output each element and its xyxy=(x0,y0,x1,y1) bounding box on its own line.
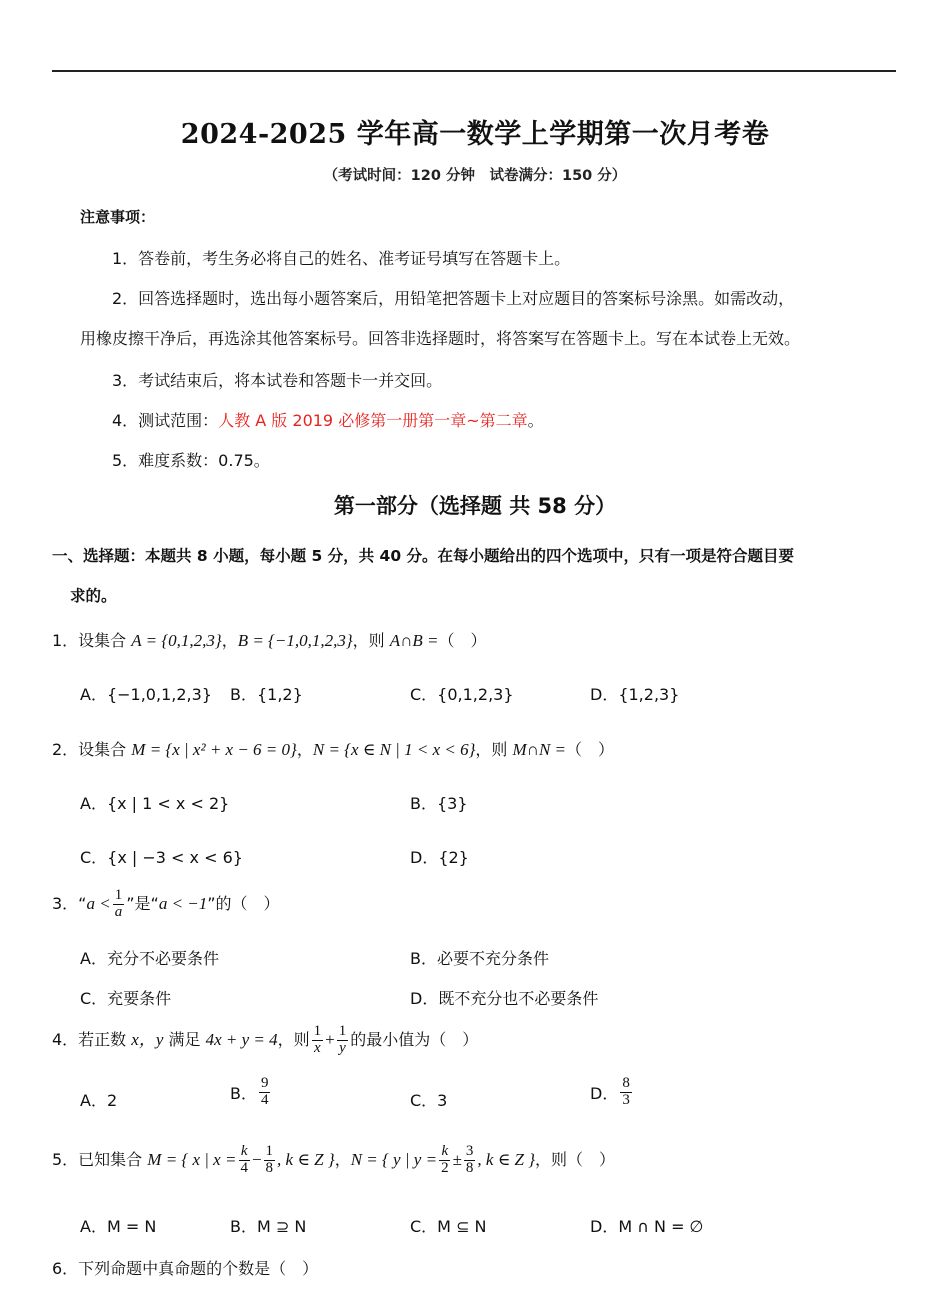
q5-m-minus: − xyxy=(251,1149,262,1169)
exam-title: 2024-2025 学年高一数学上学期第一次月考卷 xyxy=(180,119,770,150)
q1-option-b[interactable]: B．{1,2} xyxy=(230,685,303,704)
notice-heading: 注意事项： xyxy=(80,208,156,226)
q1-option-c[interactable]: C．{0,1,2,3} xyxy=(410,685,514,704)
q2-expr: M∩N = xyxy=(512,740,566,759)
q2-option-a[interactable]: A．{x | 1 < x < 2} xyxy=(80,794,230,813)
q4-option-b[interactable] xyxy=(230,1076,272,1109)
q5-m-f2-num: 1 xyxy=(265,1143,274,1159)
q3-tail: ”的（ ） xyxy=(207,893,280,913)
q5-set-m-head: M = { x | x = xyxy=(147,1149,237,1169)
q5-tail: ，则（ ） xyxy=(535,1149,616,1169)
q4-option-d-den: 3 xyxy=(622,1091,630,1108)
q4-option-a[interactable]: A．2 xyxy=(80,1091,118,1110)
q3-option-b[interactable]: B．必要不充分条件 xyxy=(410,949,549,968)
q5-option-c[interactable]: C．M ⊆ N xyxy=(410,1217,487,1236)
section-title: 第一部分（选择题 共 58 分） xyxy=(333,494,617,518)
q4-tail: 的最小值为（ ） xyxy=(350,1029,479,1049)
q3-option-d[interactable]: D．既不充分也不必要条件 xyxy=(410,989,599,1008)
question-4 xyxy=(52,1024,478,1057)
q3-lhs: a < xyxy=(86,893,111,913)
q4-option-b-fraction xyxy=(259,1076,271,1109)
part-heading-line1: 一、选择题：本题共 8 小题，每小题 5 分，共 40 分。在每小题给出的四个选项中，只有一项是符合题目要 xyxy=(52,547,795,565)
q4-mid2: ，则 xyxy=(277,1029,310,1049)
notice-item-2-cont: 用橡皮擦干净后，再选涂其他答案标号。回答非选择题时，将答案写在答题卡上。写在本试卷上无效。 xyxy=(80,329,801,348)
q4-f2-num: 1 xyxy=(338,1023,347,1039)
q5-m-fraction-2 xyxy=(264,1144,276,1177)
q5-m-f2-den: 8 xyxy=(265,1159,274,1176)
q2-option-b[interactable]: B．{3} xyxy=(410,794,468,813)
q2-mid: ，则 xyxy=(475,740,513,759)
q5-m-f1-num: k xyxy=(240,1143,248,1159)
q1-expr: A∩B = xyxy=(389,631,439,650)
notice-item-5: 5．难度系数：0.75。 xyxy=(112,451,270,470)
notice-item-4 xyxy=(112,408,544,431)
q4-option-b-den: 4 xyxy=(260,1091,269,1108)
q4-option-d-fraction xyxy=(620,1076,632,1109)
q5-sep: ， xyxy=(334,1149,351,1169)
q5-n-f2-den: 8 xyxy=(465,1159,474,1176)
q5-m-tail: , k ∈ Z } xyxy=(277,1149,335,1169)
q4-option-c[interactable]: C．3 xyxy=(410,1091,448,1110)
q2-set-n: N = {x ∈ N | 1 < x < 6} xyxy=(312,740,476,759)
q1-set-b: B = {−1,0,1,2,3} xyxy=(237,631,353,650)
q3-fraction xyxy=(113,888,125,921)
q1-option-a[interactable]: A．{−1,0,1,2,3} xyxy=(80,685,212,704)
q1-prefix: 1．设集合 xyxy=(52,631,132,650)
q5-m-f1-den: 4 xyxy=(240,1159,248,1176)
q3-frac-num: 1 xyxy=(114,887,123,903)
q5-n-f2-num: 3 xyxy=(465,1143,474,1159)
q4-fraction-2 xyxy=(337,1024,349,1057)
q4-vars: x，y xyxy=(131,1029,164,1049)
part-heading-line2: 求的。 xyxy=(70,587,117,605)
question-3 xyxy=(52,888,280,921)
q5-option-a[interactable]: A．M = N xyxy=(80,1217,157,1236)
q4-prefix: 4．若正数 xyxy=(52,1029,132,1049)
q4-option-d-label: D． xyxy=(590,1083,619,1103)
q5-m-fraction-1 xyxy=(238,1144,250,1177)
q1-option-d[interactable]: D．{1,2,3} xyxy=(590,685,680,704)
q5-set-n-head: N = { y | y = xyxy=(350,1149,438,1169)
q1-tail: （ ） xyxy=(438,631,487,650)
q4-plus: + xyxy=(325,1029,335,1049)
notice-item-4-suffix: 。 xyxy=(527,411,544,430)
q4-mid1: 满足 xyxy=(163,1029,206,1049)
q2-prefix: 2．设集合 xyxy=(52,740,132,759)
q4-f1-num: 1 xyxy=(313,1023,322,1039)
q5-option-b[interactable]: B．M ⊇ N xyxy=(230,1217,307,1236)
q5-n-tail: , k ∈ Z } xyxy=(477,1149,536,1169)
q3-frac-den: a xyxy=(114,903,123,920)
q2-option-c[interactable]: C．{x | −3 < x < 6} xyxy=(80,848,243,867)
q4-option-b-num: 9 xyxy=(260,1075,269,1091)
q1-sep: ， xyxy=(221,631,238,650)
notice-item-4-prefix: 4．测试范围： xyxy=(112,411,219,430)
q3-mid: ”是“ xyxy=(126,893,159,913)
q3-option-a[interactable]: A．充分不必要条件 xyxy=(80,949,219,968)
question-1 xyxy=(52,628,487,651)
q2-tail: （ ） xyxy=(566,740,615,759)
notice-item-1: 1．答卷前，考生务必将自己的姓名、准考证号填写在答题卡上。 xyxy=(112,249,571,268)
q3-rhs: a < −1 xyxy=(158,893,208,913)
q3-prefix: 3．“ xyxy=(52,893,87,913)
q3-option-c[interactable]: C．充要条件 xyxy=(80,989,172,1008)
q5-n-fraction-1 xyxy=(439,1144,451,1177)
q1-set-a: A = {0,1,2,3} xyxy=(131,631,222,650)
notice-item-3: 3．考试结束后，将本试卷和答题卡一并交回。 xyxy=(112,371,443,390)
question-6: 6．下列命题中真命题的个数是（ ） xyxy=(52,1259,319,1278)
q4-condition: 4x + y = 4 xyxy=(205,1029,278,1049)
q5-prefix: 5．已知集合 xyxy=(52,1149,148,1169)
q4-option-d[interactable] xyxy=(590,1076,634,1109)
q5-n-pm: ± xyxy=(452,1149,462,1169)
question-2 xyxy=(52,737,614,760)
notice-item-2: 2．回答选择题时，选出每小题答案后，用铅笔把答题卡上对应题目的答案标号涂黑。如需改动， xyxy=(112,289,795,308)
q4-option-b-label: B． xyxy=(230,1083,257,1103)
q2-set-m: M = {x | x² + x − 6 = 0} xyxy=(131,740,297,759)
q4-f1-den: x xyxy=(314,1039,321,1056)
test-range: 人教 A 版 2019 必修第一册第一章~第二章 xyxy=(218,411,528,430)
q5-option-d[interactable]: D．M ∩ N = ∅ xyxy=(590,1217,704,1236)
q5-n-f1-den: 2 xyxy=(441,1159,449,1176)
q4-f2-den: y xyxy=(339,1039,346,1056)
q4-fraction-1 xyxy=(312,1024,324,1057)
q4-option-d-num: 8 xyxy=(622,1075,630,1091)
q2-sep: ， xyxy=(296,740,313,759)
header-rule xyxy=(52,70,896,72)
q1-mid: ，则 xyxy=(352,631,390,650)
exam-subtitle: （考试时间：120 分钟 试卷满分：150 分） xyxy=(323,168,627,184)
q5-n-f1-num: k xyxy=(441,1143,449,1159)
q5-n-fraction-2 xyxy=(464,1144,476,1177)
q2-option-d[interactable]: D．{2} xyxy=(410,848,469,867)
question-5 xyxy=(52,1144,615,1177)
